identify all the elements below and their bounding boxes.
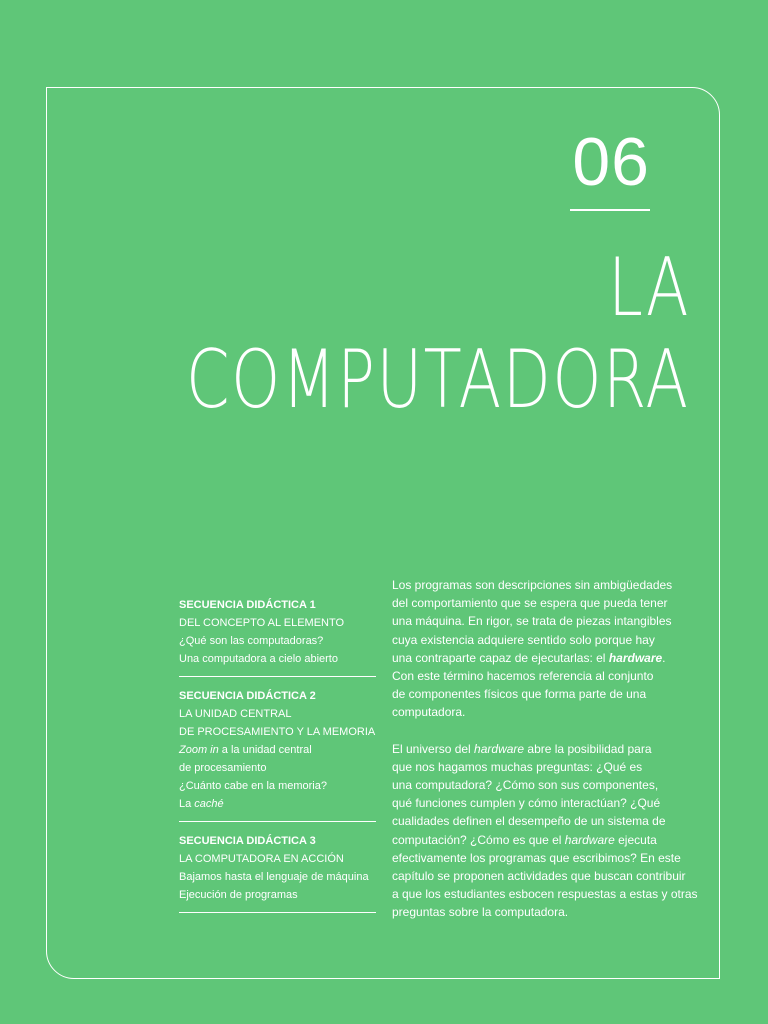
toc-item: LA UNIDAD CENTRAL: [179, 708, 292, 720]
table-of-contents: [179, 596, 376, 923]
toc-item: [179, 741, 376, 759]
text-segment: abre la posibilidad para: [524, 741, 652, 756]
chapter-title-line-1: LA: [607, 241, 690, 334]
toc-item: Ejecución de programas: [179, 889, 298, 901]
text-line: [392, 740, 698, 758]
toc-section-3: [179, 832, 376, 913]
text-line: que nos hagamos muchas preguntas: ¿Qué es: [392, 759, 643, 774]
text-line: [392, 649, 698, 667]
text-line: computadora.: [392, 705, 466, 720]
text-line: Con este término hacemos referencia al conjunto: [392, 669, 654, 684]
text-line: de componentes físicos que forma parte de una: [392, 687, 647, 702]
toc-item: ¿Cuánto cabe en la memoria?: [179, 780, 327, 792]
text-segment: .: [662, 650, 666, 665]
toc-item-italic: caché: [194, 798, 224, 810]
toc-item-text: La: [179, 798, 195, 810]
emphasis-hardware: hardware: [608, 650, 663, 665]
toc-heading: SECUENCIA DIDÁCTICA 1: [179, 599, 316, 611]
toc-item: de procesamiento: [179, 762, 267, 774]
intro-paragraph-1: [392, 576, 698, 722]
toc-item: Bajamos hasta el lenguaje de máquina: [179, 871, 369, 883]
text-line: preguntas sobre la computadora.: [392, 905, 569, 920]
toc-heading: SECUENCIA DIDÁCTICA 3: [179, 835, 316, 847]
text-segment: ejecuta: [614, 832, 657, 847]
text-line: efectivamente los programas que escribimos? En este: [392, 850, 681, 865]
toc-item: ¿Qué son las computadoras?: [179, 635, 324, 647]
text-segment: computación? ¿Cómo es que el: [392, 832, 565, 847]
toc-item-text: a la unidad central: [218, 744, 312, 756]
text-line: cuya existencia adquiere sentido solo porque hay: [392, 632, 655, 647]
toc-item: [179, 795, 376, 813]
toc-item: DEL CONCEPTO AL ELEMENTO: [179, 617, 345, 629]
toc-section-1: [179, 596, 376, 677]
chapter-number-rule: [570, 209, 650, 211]
text-segment: una contraparte capaz de ejecutarlas: el: [392, 650, 609, 665]
toc-section-2: [179, 687, 376, 822]
toc-heading: SECUENCIA DIDÁCTICA 2: [179, 690, 316, 702]
intro-paragraph-2: [392, 740, 698, 922]
text-segment: El universo del: [392, 741, 475, 756]
toc-item: LA COMPUTADORA EN ACCIÓN: [179, 853, 344, 865]
text-line: del comportamiento que se espera que pueda tener: [392, 596, 668, 611]
text-line: a que los estudiantes esbocen respuestas a estas y otras: [392, 887, 698, 902]
text-line: una computadora? ¿Cómo son sus componentes,: [392, 778, 659, 793]
toc-item-italic: Zoom in: [179, 744, 219, 756]
text-line: cualidades definen el desempeño de un sistema de: [392, 814, 666, 829]
emphasis-hardware: hardware: [564, 832, 615, 847]
text-line: qué funciones cumplen y cómo interactúan? ¿Qué: [392, 796, 661, 811]
emphasis-hardware: hardware: [474, 741, 525, 756]
toc-item: Una computadora a cielo abierto: [179, 653, 338, 665]
toc-item: DE PROCESAMIENTO Y LA MEMORIA: [179, 726, 376, 738]
chapter-number: 06: [572, 124, 650, 200]
text-line: capítulo se proponen actividades que buscan contribuir: [392, 869, 686, 884]
text-line: una máquina. En rigor, se trata de piezas intangibles: [392, 614, 672, 629]
text-line: Los programas son descripciones sin ambigüedades: [392, 578, 673, 592]
intro-text: [392, 576, 698, 940]
chapter-title-line-2: COMPUTADORA: [186, 333, 690, 426]
text-line: [392, 831, 698, 849]
